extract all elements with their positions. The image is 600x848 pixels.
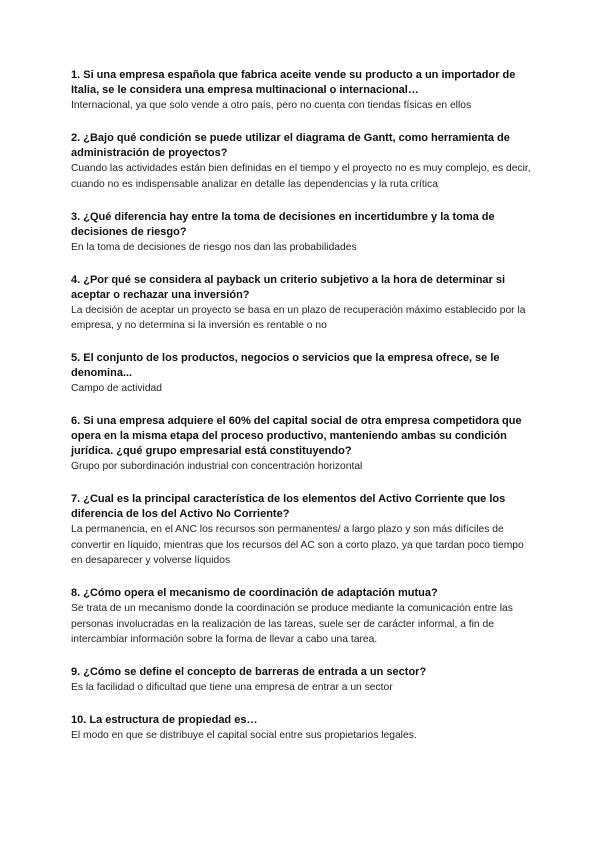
question-5: 5. El conjunto de los productos, negocios o servicios que la empresa ofrece, se le denomina... <box>71 352 500 379</box>
answer-8: Se trata de un mecanismo donde la coordinación se produce mediante la comunicación entre las personas involucradas en la realización de las tareas, suele ser de carácter informal, a fin de intercambiar información sobre la forma de llevar a cabo una tarea. <box>71 603 513 645</box>
qa-item-10 <box>71 713 533 744</box>
qa-item-4 <box>71 273 533 334</box>
answer-1: Internacional, ya que solo vende a otro país, pero no cuenta con tiendas físicas en ellos <box>71 100 472 111</box>
qa-item-1 <box>71 68 533 114</box>
question-9: 9. ¿Cómo se define el concepto de barreras de entrada a un sector? <box>71 666 427 678</box>
qa-item-2 <box>71 131 533 192</box>
question-4: 4. ¿Por qué se considera al payback un criterio subjetivo a la hora de determinar si aceptar o rechazar una inversión? <box>71 273 506 301</box>
question-3: 3. ¿Qué diferencia hay entre la toma de decisiones en incertidumbre y la toma de decisiones de riesgo? <box>71 210 495 238</box>
answer-4: La decisión de aceptar un proyecto se basa en un plazo de recuperación máximo establecido por la empresa, y no determina si la inversión es rentable o no <box>71 304 526 331</box>
answer-10: El modo en que se distribuye el capital social entre sus propietarios legales. <box>71 730 417 741</box>
qa-item-3 <box>71 210 533 256</box>
qa-item-5 <box>71 351 533 397</box>
question-1: 1. Si una empresa española que fabrica aceite vende su producto a un importador de Italia, se le considera una empresa multinacional o internacional… <box>71 69 516 96</box>
qa-item-8 <box>71 586 533 648</box>
question-8: 8. ¿Cómo opera el mecanismo de coordinación de adaptación mutua? <box>71 587 438 599</box>
qa-item-6 <box>71 414 533 475</box>
question-2: 2. ¿Bajo qué condición se puede utilizar el diagrama de Gantt, como herramienta de administración de proyectos? <box>71 132 510 159</box>
answer-3: En la toma de decisiones de riesgo nos dan las probabilidades <box>71 241 357 253</box>
qa-item-9 <box>71 665 533 696</box>
question-7: 7. ¿Cual es la principal característica de los elementos del Activo Corriente que los diferencia de los del Activo No Corriente? <box>71 493 506 520</box>
answer-6: Grupo por subordinación industrial con concentración horizontal <box>71 461 363 472</box>
answer-5: Campo de actividad <box>71 383 163 394</box>
question-10: 10. La estructura de propiedad es… <box>71 714 258 726</box>
document-page <box>71 68 533 761</box>
question-6: 6. Si una empresa adquiere el 60% del capital social de otra empresa competidora que opera en la misma etapa del proceso productivo, manteniendo ambas su condición jurídica. ¿qué grupo empresarial está constituyendo? <box>71 415 522 457</box>
answer-2: Cuando las actividades están bien definidas en el tiempo y el proyecto no es muy complejo, es decir, cuando no es indispensable analizar en detalle las dependencias y la ruta crítica <box>71 163 531 190</box>
qa-item-7 <box>71 492 533 569</box>
answer-9: Es la facilidad o dificultad que tiene una empresa de entrar a un sector <box>71 682 393 693</box>
answer-7: La permanencia, en el ANC los recursos son permanentes/ a largo plazo y son más difíciles de convertir en líquido, mientras que los recursos del AC son a corto plazo, ya que tardan poco tiempo en desaparecer y volverse líquidos <box>71 524 524 566</box>
